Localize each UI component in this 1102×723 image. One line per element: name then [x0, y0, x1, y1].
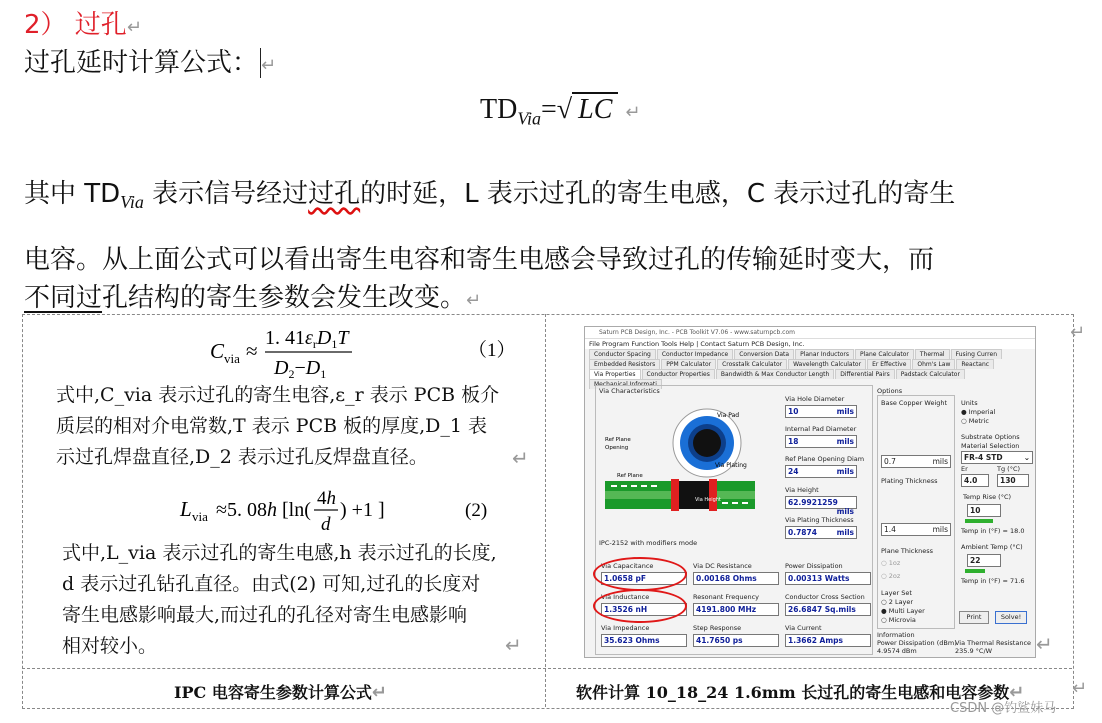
td-formula: $TD_{Via}=√$ LC ↵ — [480, 94, 641, 129]
info-value: 4.9574 dBm — [877, 647, 917, 655]
temp-rise-input[interactable]: 10 — [967, 504, 1001, 517]
option-label: Ambient Temp (°C) — [961, 543, 1023, 551]
capacitance-description: 式中,C_via 表示过孔的寄生电容,ε_r 表示 PCB 板介 质层的相对介电常数,T 表示 PCB 板的厚度,D_1 表 示过孔焊盘直径,D_2 表示过孔反焊盘直径。 — [56, 384, 500, 468]
formula-intro: 过孔延时计算公式： ↵ — [24, 48, 277, 78]
svg-text:≈: ≈ — [246, 339, 258, 363]
tab-row-1[interactable]: Conductor Spacing Conductor Impedance Conversion Data Planar Inductors Plane Calculator Thermal Fusing Curren — [585, 349, 1035, 359]
material-select[interactable]: FR-4 STD ⌄ — [961, 451, 1033, 464]
paragraph-mark: ↵ — [512, 446, 529, 470]
result-label: Via Impedance — [601, 624, 650, 632]
paragraph-mark: ↵ — [1072, 678, 1088, 699]
svg-text:L: L — [180, 497, 192, 521]
right-caption: 软件计算 10_18_24 1.6mm 长过孔的寄生电感和电容参数↵ — [576, 682, 1025, 703]
svg-text:Via Height: Via Height — [695, 497, 721, 503]
svg-text:Via Pad: Via Pad — [717, 412, 740, 419]
impedance-value: 35.623 Ohms — [601, 634, 687, 647]
metric-radio[interactable]: ○ Metric — [961, 417, 989, 425]
capacitance-equation — [210, 322, 516, 384]
result-label: Via Current — [785, 624, 822, 632]
group-label: Via Characteristics — [599, 387, 660, 395]
svg-text:via: via — [224, 351, 240, 366]
temp-readout: Temp in (°F) = 18.0 — [961, 527, 1025, 535]
option-label: Plating Thickness — [881, 477, 938, 485]
paragraph-mark: ↵ — [505, 633, 522, 657]
svg-text:Opening: Opening — [605, 445, 629, 451]
left-caption: IPC 电容寄生参数计算公式↵ — [174, 682, 387, 703]
svg-text:(2): (2) — [465, 500, 488, 521]
svg-text:via: via — [192, 509, 208, 524]
oz2-radio[interactable]: ○ 2oz — [881, 572, 901, 580]
hole-diameter-input[interactable]: 10 mils — [785, 405, 857, 418]
svg-text:Ref Plane: Ref Plane — [617, 473, 643, 479]
result-label: Via Inductance — [601, 593, 650, 601]
option-label: Plane Thickness — [881, 547, 934, 555]
field-label: Internal Pad Diameter — [785, 425, 857, 433]
inductance-equation — [180, 484, 500, 544]
inductance-equation-graphic — [180, 484, 500, 540]
temp-readout: Temp in (°F) = 71.6 — [961, 577, 1025, 585]
result-label: Via DC Resistance — [693, 562, 752, 570]
eq1-number: （1） — [468, 340, 516, 361]
field-label: Ref Plane Opening Diam — [785, 455, 865, 463]
ambient-bar — [965, 569, 985, 573]
section-heading: 2） 过孔↵ — [24, 10, 142, 40]
menu-bar[interactable]: File Program Function Tools Help | Contact Saturn PCB Design, Inc. — [585, 339, 1035, 349]
imperial-radio[interactable]: ● Imperial — [961, 408, 996, 416]
option-label: Base Copper Weight — [881, 399, 948, 407]
option-label: Layer Set — [881, 589, 912, 597]
info-value: 235.9 °C/W — [955, 647, 993, 655]
base-copper-input[interactable]: 0.7 mils — [881, 455, 951, 468]
capacitance-equation-graphic — [210, 322, 516, 381]
step-response-value: 41.7650 ps — [693, 634, 779, 647]
result-label: Conductor Cross Section — [785, 593, 865, 601]
solve-button[interactable]: Solve! — [995, 611, 1027, 624]
capacitance-highlight — [593, 557, 687, 591]
result-label: Step Response — [693, 624, 742, 632]
via-height-input[interactable]: 62.9921259 mils — [785, 496, 857, 509]
info-label: Via Thermal Resistance — [955, 639, 1032, 647]
er-input[interactable]: 4.0 — [961, 474, 989, 487]
option-label: Units — [961, 399, 978, 407]
tab-row-2[interactable]: Embedded Resistors PPM Calculator Crosstalk Calculator Wavelength Calculator Er Effective Ohm's Law Reactanc — [585, 359, 1035, 369]
result-label: Power Dissipation — [785, 562, 843, 570]
plating-thickness-input[interactable]: 0.7874 mils — [785, 526, 857, 539]
tab-row-3[interactable]: Via Properties Conductor Properties Bandwidth & Max Conductor Length Differential Pairs Padstack Calculator Mechanical Informati — [585, 369, 1035, 389]
via-diagram — [597, 395, 777, 535]
ipc-mode-label: IPC-2152 with modifiers mode — [599, 539, 698, 547]
svg-text:4h: 4h — [317, 488, 336, 509]
svg-text:Via Plating: Via Plating — [715, 462, 747, 469]
svg-text:d: d — [321, 514, 331, 535]
print-button[interactable]: Print — [959, 611, 989, 624]
power-value: 0.00313 Watts — [785, 572, 871, 585]
plating-thickness-option[interactable]: 1.4 mils — [881, 523, 951, 536]
result-label: Via Capacitance — [601, 562, 654, 570]
cross-section-value: 26.6847 Sq.mils — [785, 603, 871, 616]
watermark: CSDN @钓鲨妹马 — [950, 701, 1057, 716]
resonant-frequency-value: 4191.800 MHz — [693, 603, 779, 616]
explanation-paragraph: 其中 $TD_{Via}$ 表示信号经过过孔的时延，L 表示过孔的寄生电感，C 表示过孔的寄生 电容。从上面公式可以看出寄生电容和寄生电感会导致过孔的传输延时变大，而 不同过孔结构的寄生参数会发生改变。↵ — [24, 179, 956, 314]
svg-text:D2−D1: $D_2-D_1$ — [274, 357, 327, 381]
inductance-value: 1.3526 nH — [601, 603, 687, 616]
field-label: Via Height — [785, 486, 819, 494]
table-divider-horizontal — [22, 668, 1072, 669]
info-label: Power Dissipation (dBm) — [877, 639, 957, 647]
pcb-toolkit-screenshot — [584, 326, 1036, 658]
ambient-input[interactable]: 22 — [967, 554, 1001, 567]
capacitance-value: 1.0658 pF — [601, 572, 687, 585]
paragraph-mark: ↵ — [1070, 322, 1086, 343]
svg-text:≈5. 08h [ln(: ≈5. 08h [ln( — [216, 499, 311, 521]
oz1-radio[interactable]: ○ 1oz — [881, 559, 901, 567]
result-label: Resonant Frequency — [693, 593, 760, 601]
svg-text:Ref Plane: Ref Plane — [605, 437, 631, 443]
window-title: Saturn PCB Design, Inc. - PCB Toolkit V7.06 - www.saturnpcb.com — [585, 327, 1035, 339]
table-divider-vertical — [545, 314, 546, 707]
option-label: Er — [961, 465, 968, 473]
temp-rise-bar — [965, 519, 993, 523]
option-label: Temp Rise (°C) — [963, 493, 1012, 501]
paragraph-mark: ↵ — [1036, 632, 1053, 656]
svg-text:) +1 ]: ) +1 ] — [340, 499, 385, 521]
inductance-description: 式中,L_via 表示过孔的寄生电感,h 表示过孔的长度, d 表示过孔钻孔直径。由式(2) 可知,过孔的长度对 寄生电感影响最大,而过孔的孔径对寄生电感影响 相对较小。 — [62, 542, 497, 657]
info-label: Information — [877, 631, 915, 639]
layer2-radio[interactable]: ○ 2 Layer — [881, 598, 914, 606]
svg-text:1. 41εrD1T: 1. $41\varepsilon_rD_1T$ — [265, 327, 349, 351]
field-label: Via Hole Diameter — [785, 395, 845, 403]
inductance-highlight — [593, 589, 687, 623]
option-label: Substrate Options — [961, 433, 1020, 441]
internal-pad-input[interactable]: 18 mils — [785, 435, 857, 448]
svg-text:C: C — [210, 339, 225, 363]
via-current-value: 1.3662 Amps — [785, 634, 871, 647]
option-label: Material Selection — [961, 442, 1020, 450]
dc-resistance-value: 0.00168 Ohms — [693, 572, 779, 585]
field-label: Via Plating Thickness — [785, 516, 854, 524]
options-label: Options — [877, 387, 903, 395]
option-label: Tg (°C) — [997, 465, 1021, 473]
multilayer-radio[interactable]: ● Multi Layer — [881, 607, 925, 615]
ref-opening-input[interactable]: 24 mils — [785, 465, 857, 478]
microvia-radio[interactable]: ○ Microvia — [881, 616, 916, 624]
tg-input[interactable]: 130 — [997, 474, 1029, 487]
